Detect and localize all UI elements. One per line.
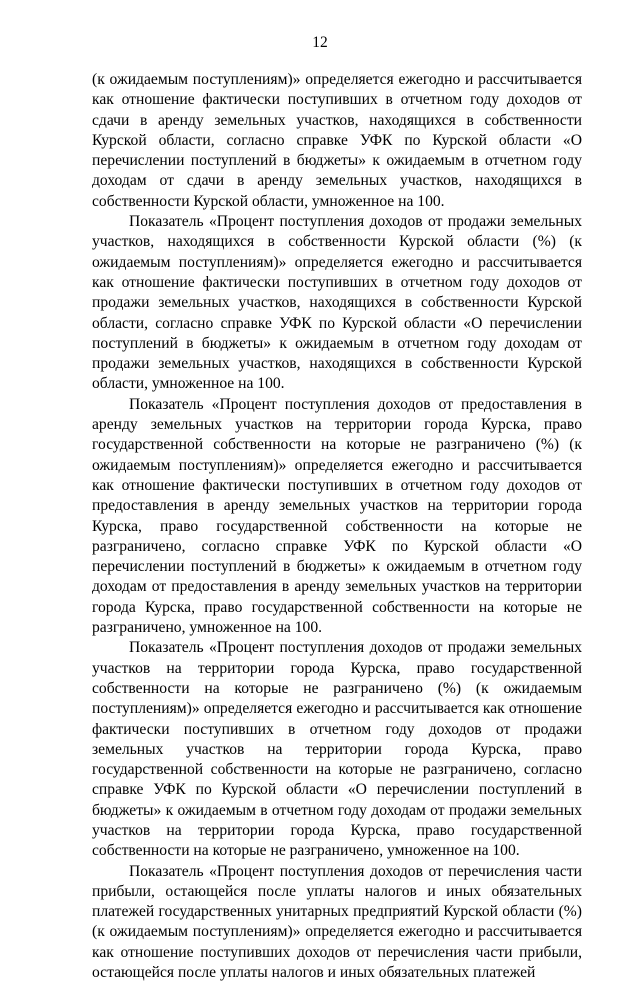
paragraph-enterprise-profit: Показатель «Процент поступления доходов от перечисления части прибыли, остающейся после уплаты налогов и иных обязательных платежей государственных унитарных предприятий Курской области (%) (к ожидаемым поступлениям)» определяется ежегодно и рассчитывается как отношение поступивших доходов от перечисления части прибыли, остающейся после уплаты налогов и иных обязательных платежей: [92, 862, 582, 982]
paragraph-land-sale-kursk-region: Показатель «Процент поступления доходов от продажи земельных участков, находящихся в собственности Курской области (%) (к ожидаемым поступлениям)» определяется ежегодно и рассчитывается как отношение фактически поступивших в отчетном году доходов от продажи земельных участков, находящихся в собственности Курской области, согласно справке УФК по Курской области «О перечислении поступлений в бюджеты» к ожидаемым в отчетном году доходам от продажи земельных участков, находящихся в собственности Курской области, умноженное на 100.: [92, 213, 582, 393]
paragraph-land-sale-kursk-city: Показатель «Процент поступления доходов от продажи земельных участков на территории города Курска, право государственной собственности на которые не разграничено (%) (к ожидаемым поступлениям)» определяется ежегодно и рассчитывается как отношение фактически поступивших в отчетном году доходов от продажи земельных участков на территории города Курска, право государственной собственности на которые не разграничено, согласно справке УФК по Курской области «О перечислении поступлений в бюджеты» к ожидаемым в отчетном году доходам от продажи земельных участков на территории города Курска, право государственной собственности на которые не разграничено, умноженное на 100.: [92, 639, 582, 860]
page-number: 12: [312, 34, 328, 51]
paragraph-land-lease-kursk-city: Показатель «Процент поступления доходов от предоставления в аренду земельных участков на территории города Курска, право государственной собственности на которые не разграничено (%) (к ожидаемым поступлениям)» определяется ежегодно и рассчитывается как отношение фактически поступивших в отчетном году доходов от предоставления в аренду земельных участков на территории города Курска, право государственной собственности на которые не разграничено, согласно справке УФК по Курской области «О перечислении поступлений в бюджеты» к ожидаемым в отчетном году доходам от предоставления в аренду земельных участков на территории города Курска, право государственной собственности на которые не разграничено, умноженное на 100.: [92, 395, 582, 637]
document-body: [92, 70, 582, 983]
paragraph-continuation: (к ожидаемым поступлениям)» определяется ежегодно и рассчитывается как отношение фактически поступивших в отчетном году доходов от сдачи в аренду земельных участков, находящихся в собственности Курской области, согласно справке УФК по Курской области «О перечислении поступлений в бюджеты» к ожидаемым в отчетном году доходам от сдачи в аренду земельных участков, находящихся в собственности Курской области, умноженное на 100.: [92, 71, 582, 210]
